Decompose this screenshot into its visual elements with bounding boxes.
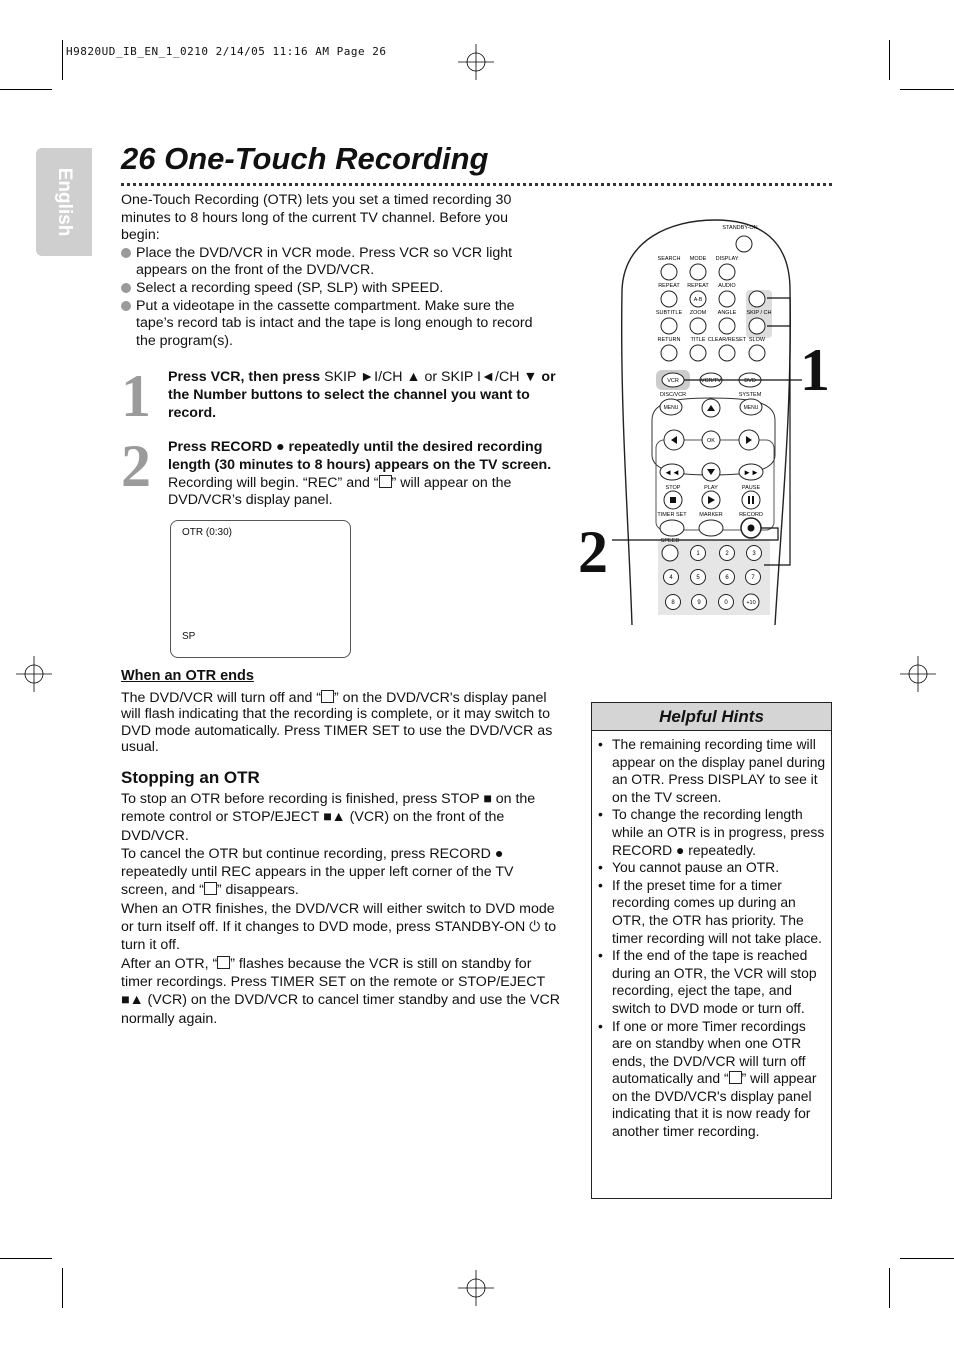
stop-section (121, 790, 561, 1028)
bullet-text: Place the DVD/VCR in VCR mode. Press VCR so VCR light appears on the front of the DVD/VCR. (136, 244, 513, 279)
language-tab-label: English (54, 167, 75, 237)
title-label: TITLE (690, 337, 706, 343)
hints-list (592, 731, 831, 1141)
osd-bottom-text: SP (182, 631, 196, 642)
display-label: DISPLAY (715, 256, 739, 262)
repeat-button[interactable] (661, 291, 677, 307)
angle-button[interactable] (719, 318, 735, 334)
bullet-item (121, 280, 541, 298)
speed-label: SPEED (660, 538, 680, 544)
number-label: 5 (696, 575, 700, 581)
registration-mark (16, 656, 52, 692)
slow-button[interactable] (749, 345, 765, 361)
stop-paragraph: To stop an OTR before recording is finished, press STOP ■ on the remote control or STOP/EJECT ■▲ (VCR) on the front of the DVD/VCR. (121, 791, 536, 844)
registration-mark (900, 656, 936, 692)
display-button[interactable] (719, 264, 735, 280)
zoom-label: ZOOM (689, 310, 707, 316)
mode-button[interactable] (690, 264, 706, 280)
hint-item: • The remaining recording time will appear on the display panel during an OTR. Press DISPLAY to see it on the TV screen. (612, 736, 826, 806)
step-1-text (168, 369, 560, 422)
step-2-plain-2: ” will appear on the DVD/VCR’s display panel. (168, 474, 512, 509)
crop-mark (889, 40, 890, 80)
skip-forward-button[interactable] (749, 291, 765, 307)
number-label: 0 (724, 600, 728, 606)
step-number: 1 (121, 363, 151, 429)
stop-text: To cancel the OTR but continue recording, press RECORD ● repeatedly until REC appears in the upper left corner of the TV screen, and “ (121, 845, 514, 899)
hint-text: If one or more Timer recordings are on standby when one OTR ends, the DVD/VCR will turn off automatically and “ (612, 1017, 806, 1087)
svg-text:◄◄: ◄◄ (664, 468, 680, 477)
marker-button[interactable] (699, 520, 723, 536)
crop-mark (889, 1268, 890, 1308)
angle-label: ANGLE (717, 310, 737, 316)
stop-text: After an OTR, “ (121, 955, 218, 972)
print-header: H9820UD_IB_EN_1_0210 2/14/05 11:16 AM Page 26 (66, 45, 387, 58)
subtitle-label: SUBTITLE (655, 310, 683, 316)
pause-button[interactable] (742, 491, 760, 509)
bullet-text: Put a videotape in the cassette compartment. Make sure the tape’s record tab is intact and the tape is long enough to record the program(s). (136, 297, 533, 349)
vcr-tv-label: VCR/TV (700, 378, 722, 384)
dvd-label: DVD (744, 378, 756, 384)
standby-label: STANDBY-ON (722, 225, 758, 231)
stop-text-2: ” flashes because the VCR is still on standby for timer recordings. Press TIMER SET on the remote or STOP/EJECT ■▲ (VCR) on the DVD/VCR to cancel timer standby and use the VCR normally again. (121, 955, 560, 1027)
mode-label: MODE (689, 256, 707, 262)
zoom-button[interactable] (690, 318, 706, 334)
crop-mark (62, 1268, 63, 1308)
helpful-hints-box (591, 702, 832, 1199)
registration-mark (458, 44, 494, 80)
pause-label: PAUSE (741, 485, 761, 491)
callout-1: 1 (800, 337, 830, 403)
osd-top-text: OTR (0:30) (182, 527, 233, 538)
stop-label: STOP (665, 485, 681, 491)
search-button[interactable] (661, 264, 677, 280)
clear-reset-button[interactable] (719, 345, 735, 361)
timer-set-button[interactable] (660, 520, 684, 536)
step-2-text (168, 439, 560, 510)
remote-control-illustration (570, 210, 830, 630)
timer-icon (379, 475, 392, 488)
step-1-bold-2: or the Number buttons to select the channel you want to record. (168, 369, 556, 421)
step-2-plain: Recording will begin. “REC” and “ (168, 474, 379, 491)
number-label: 7 (751, 575, 755, 581)
timer-icon (217, 956, 230, 969)
marker-label: MARKER (699, 512, 723, 518)
number-label: 4 (669, 575, 673, 581)
bullet-dot (121, 248, 131, 258)
crop-mark (0, 1258, 52, 1259)
number-label: 3 (752, 551, 756, 557)
ab-label: A-B (693, 297, 703, 303)
hint-text-2: ” will appear on the DVD/VCR's display panel indicating that it is now ready for another timer recording. (612, 1070, 817, 1140)
callout-2: 2 (578, 519, 608, 585)
hint-item: • If the end of the tape is reached during an OTR, the VCR will stop recording, eject the tape, and switch to DVD mode or turn off. (612, 947, 826, 1017)
timer-icon (204, 882, 217, 895)
ok-label: OK (707, 438, 715, 444)
intro-paragraph: One-Touch Recording (OTR) lets you set a timed recording 30 minutes to 8 hours long of the current TV channel. Before you begin: (121, 192, 512, 244)
number-label: +10 (746, 600, 756, 606)
disc-vcr-label: DISC/VCR (659, 392, 687, 398)
hint-item: • You cannot pause an OTR. (612, 859, 826, 877)
skip-ch-label: SKIP / CH (746, 310, 772, 316)
title-divider (121, 183, 832, 186)
timer-set-label: TIMER SET (657, 512, 687, 518)
repeat-ab-label: REPEAT (687, 283, 709, 289)
record-label: RECORD (739, 512, 763, 518)
hint-item: • To change the recording length while an OTR is in progress, press RECORD ● repeatedly. (612, 806, 826, 859)
when-text-2: ” on the DVD/VCR's display panel will flash indicating that the recording is complete, or it may switch to DVD mode automatically. Press TIMER SET to use the DVD/VCR as usual. (121, 690, 553, 756)
vcr-label: VCR (667, 378, 679, 384)
system-label: SYSTEM (738, 392, 762, 398)
crop-mark (62, 40, 63, 80)
when-paragraph (121, 690, 561, 756)
intro-section (121, 192, 541, 350)
timer-icon (321, 690, 334, 703)
crop-mark (0, 89, 52, 90)
menu-label: MENU (663, 405, 679, 411)
when-text: The DVD/VCR will turn off and “ (121, 690, 322, 706)
bullet-item (121, 245, 541, 280)
bullet-dot (121, 283, 131, 293)
play-label: PLAY (704, 485, 718, 491)
skip-back-button[interactable] (749, 318, 765, 334)
registration-mark (458, 1270, 494, 1306)
step-1-bold: Press VCR, then press (168, 369, 325, 385)
number-label: 6 (725, 575, 729, 581)
step-2-bold: Press RECORD ● repeatedly until the desired recording length (30 minutes to 8 hours) appears on the TV screen. (168, 439, 552, 473)
return-label: RETURN (657, 337, 681, 343)
hints-title: Helpful Hints (592, 703, 831, 731)
bullet-dot (121, 301, 131, 311)
svg-text:►►: ►► (743, 468, 759, 477)
section-heading: Stopping an OTR (121, 768, 260, 787)
section-heading: When an OTR ends (121, 668, 254, 684)
stop-paragraph (121, 955, 561, 1028)
bullet-item (121, 298, 541, 351)
step-1-plain: SKIP ►I/CH ▲ or SKIP I◄/CH ▼ (324, 369, 538, 385)
hint-item: • If the preset time for a timer recording comes up during an OTR, the OTR has priority. The timer recording will not take place. (612, 877, 826, 947)
crop-mark (900, 1258, 954, 1259)
audio-button[interactable] (719, 291, 735, 307)
stop-paragraph: When an OTR finishes, the DVD/VCR will either switch to DVD mode or turn itself off. If it changes to DVD mode, press STANDBY-ON ⏻ to turn it off. (121, 900, 557, 954)
repeat-label: REPEAT (658, 283, 680, 289)
search-label: SEARCH (657, 256, 681, 262)
hint-item (612, 1018, 826, 1141)
crop-mark (900, 89, 954, 90)
clear-reset-label: CLEAR/RESET (707, 337, 747, 343)
bullet-text: Select a recording speed (SP, SLP) with SPEED. (136, 279, 444, 296)
number-label: 8 (671, 600, 675, 606)
language-tab (36, 148, 92, 256)
audio-label: AUDIO (718, 283, 736, 289)
step-number: 2 (121, 433, 151, 499)
subtitle-button[interactable] (661, 318, 677, 334)
return-button[interactable] (661, 345, 677, 361)
title-button[interactable] (690, 345, 706, 361)
number-label: 9 (697, 600, 701, 606)
page-title: 26 One-Touch Recording (121, 141, 489, 176)
stop-paragraph (121, 845, 561, 900)
menu-label: MENU (743, 405, 759, 411)
number-label: 1 (696, 551, 700, 557)
tv-screen-display (170, 520, 351, 658)
speed-button[interactable] (662, 545, 678, 561)
slow-label: SLOW (748, 337, 766, 343)
timer-icon (729, 1071, 742, 1084)
stop-text-2: ” disappears. (216, 882, 299, 899)
number-label: 2 (725, 551, 729, 557)
standby-button[interactable] (736, 236, 752, 252)
